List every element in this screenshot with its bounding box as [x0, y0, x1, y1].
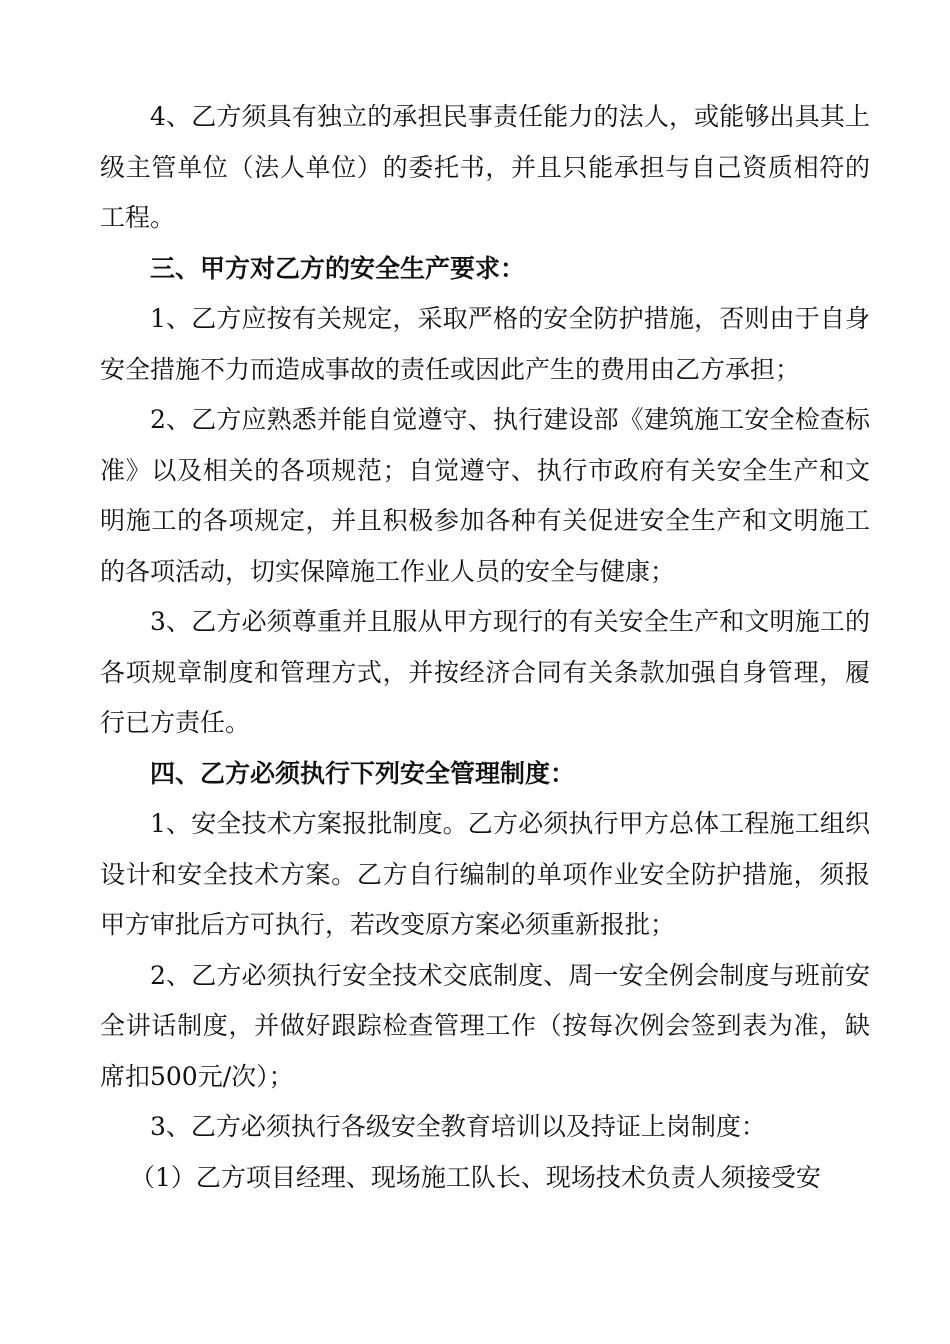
paragraph-safety-2: 2、乙方应熟悉并能自觉遵守、执行建设部《建筑施工安全检查标准》以及相关的各项规范；自觉遵守、执行市政府有关安全生产和文明施工的各项规定，并且积极参加各种有关促进安全生产和文明施工的各项活动，切实保障施工作业人员的安全与健康；: [100, 405, 870, 586]
section-heading-4: 四、乙方必须执行下列安全管理制度：: [150, 758, 576, 788]
paragraph-management-1: 1、安全技术方案报批制度。乙方必须执行甲方总体工程施工组织设计和安全技术方案。乙方自行编制的单项作业安全防护措施，须报甲方审批后方可执行，若改变原方案必须重新报批；: [100, 809, 870, 939]
section-heading-3: 三、甲方对乙方的安全生产要求：: [150, 253, 526, 283]
paragraph-safety-3: 3、乙方必须尊重并且服从甲方现行的有关安全生产和文明施工的各项规章制度和管理方式，并按经济合同有关条款加强自身管理，履行已方责任。: [100, 607, 870, 737]
paragraph-management-3: 3、乙方必须执行各级安全教育培训以及持证上岗制度：: [150, 1112, 766, 1141]
paragraph-safety-1: 1、乙方应按有关规定，采取严格的安全防护措施，否则由于自身安全措施不力而造成事故的责任或因此产生的费用由乙方承担；: [100, 304, 870, 384]
subitem-1: （1）乙方项目经理、现场施工队长、现场技术负责人须接受安: [130, 1162, 821, 1192]
paragraph-management-2: 2、乙方必须执行安全技术交底制度、周一安全例会制度与班前安全讲话制度，并做好跟踪检查管理工作（按每次例会签到表为准，缺席扣500元/次）；: [100, 960, 870, 1091]
document-body: [100, 92, 870, 1203]
paragraph-qualification-4: 4、乙方须具有独立的承担民事责任能力的法人，或能够出具其上级主管单位（法人单位）的委托书，并且只能承担与自己资质相符的工程。: [100, 102, 870, 232]
